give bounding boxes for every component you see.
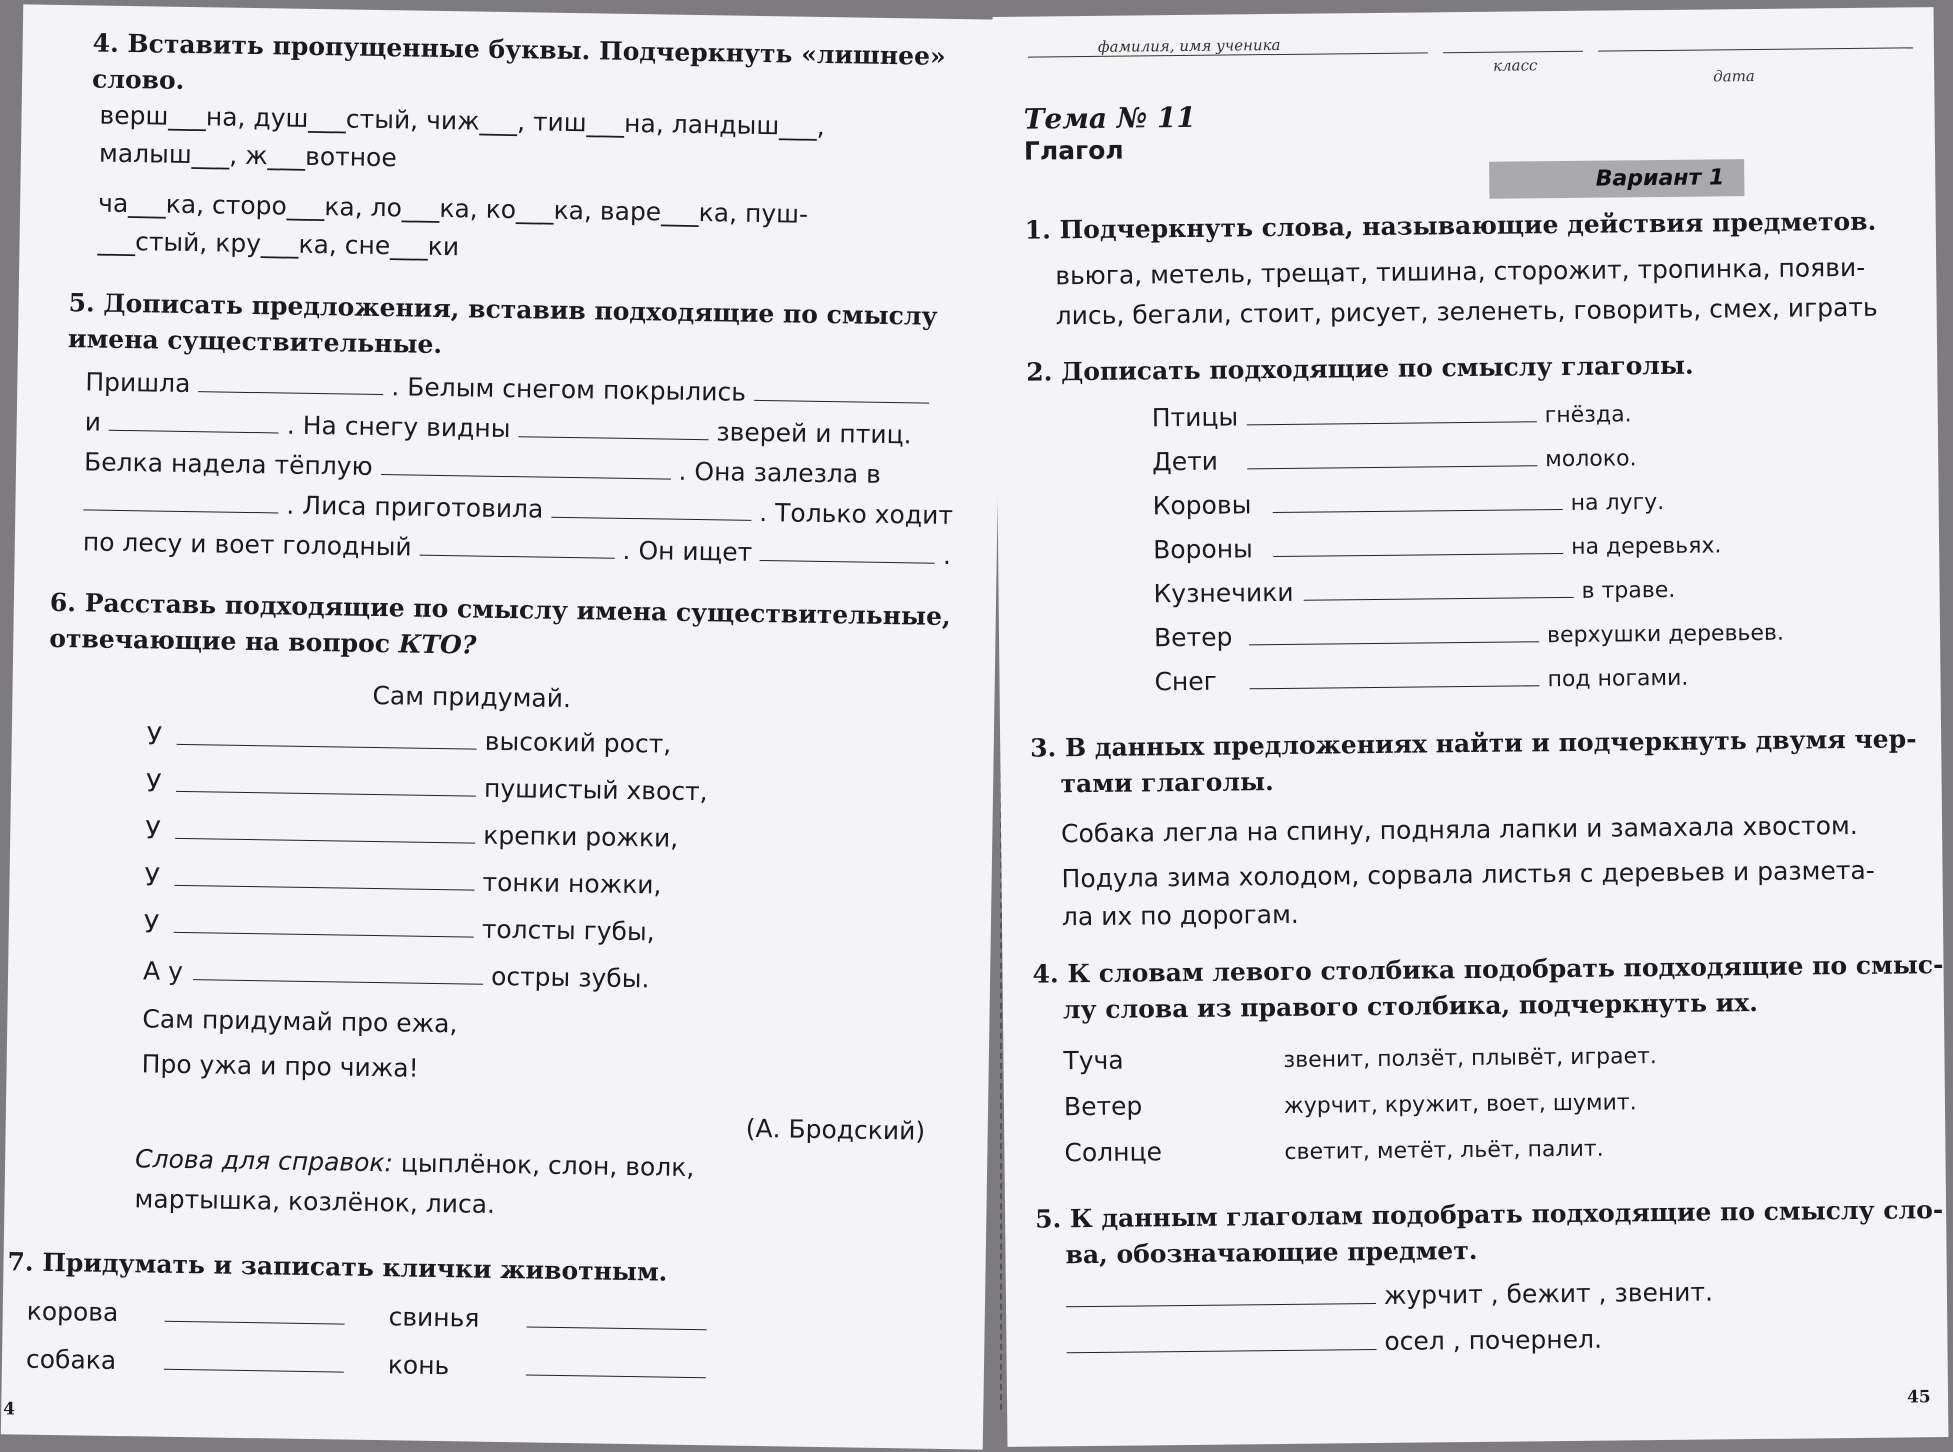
subject-word: Дети [1152,446,1219,477]
verb-row [1152,398,1632,432]
nickname-blank[interactable] [164,1349,344,1373]
answer-blank[interactable] [174,865,474,891]
verb-blank[interactable] [1273,489,1563,513]
answer-blank[interactable] [1066,1329,1376,1353]
r-exercise-4-title-1: 4. К словам левого столбика подобрать подходящие по смыс- [1032,950,1944,989]
poem-line [144,909,655,946]
text-segment: Пришла [85,367,191,399]
verb-blank[interactable] [1303,577,1573,601]
word-pair-row [1064,1086,1637,1121]
animal-row-2 [26,1345,706,1385]
poem-line-start: У [145,768,162,798]
poem-line-start: У [143,909,160,939]
verb-row [1153,529,1722,564]
animal-row-1 [27,1297,707,1337]
left-page [1,4,1005,1449]
subject-word: Снег [1154,666,1217,697]
answer-blank[interactable] [109,410,279,434]
verbs-text: осел , почернел. [1384,1324,1603,1356]
answer-blank[interactable] [177,724,477,750]
exercise-5-row-2 [85,407,912,449]
r-exercise-1-words-2: лись, бегали, стоит, рисует, зеленеть, говорить, смех, играть [1055,292,1878,331]
answer-blank[interactable] [175,818,475,844]
r-exercise-5-row-1 [1066,1277,1713,1313]
topic-number: Тема № 11 [1023,100,1197,136]
exercise-7-title: 7. Придумать и записать клички животным. [7,1247,668,1287]
poem-line-end: крепки рожки, [483,820,679,853]
subject-word: Ветер [1153,622,1233,653]
animal-label: корова [26,1296,119,1328]
r-exercise-5-title-2: ва, обозначающие предмет. [1065,1235,1478,1270]
answer-blank[interactable] [1066,1283,1376,1307]
answer-blank[interactable] [176,771,476,797]
poem-line-end: высокий рост, [484,726,672,759]
nickname-blank[interactable] [165,1301,345,1325]
r-exercise-1-title: 1. Подчеркнуть слова, называющие действия предметов. [1024,206,1877,245]
right-column-words: светит, метёт, льёт, палит. [1284,1136,1604,1165]
text-segment: . Она залезла в [678,456,882,489]
exercise-5-title: 5. Дописать предложения, вставив подходящие по смыслу имена существительные. [67,288,938,359]
poem-line-start: У [144,862,161,892]
reference-words-line-2: мартышка, козлёнок, лиса. [134,1184,496,1219]
student-name-label: фамилия, имя ученика [1097,35,1281,56]
answer-blank[interactable] [420,535,615,559]
r-exercise-3-title-2: тами глаголы. [1060,767,1274,799]
verb-blank[interactable] [1249,665,1539,689]
subject-word: Кузнечики [1153,577,1294,609]
animal-label: собака [25,1344,117,1376]
verb-blank[interactable] [1249,621,1539,645]
verb-blank[interactable] [1247,401,1537,425]
poem-end-line-2: Про ужа и про чижа! [141,1049,419,1083]
r-exercise-3-sentence-2a: Подула зима холодом, сорвала листья с деревьев и размета- [1061,855,1875,894]
exercise-4-line-4: ___стый, кру___ка, сне___ки [97,226,460,262]
verbs-text: журчит , бежит , звенит. [1383,1277,1714,1310]
text-segment: Белка надела тёплую [83,447,373,481]
animal-label: свинья [388,1302,480,1333]
reference-label: Слова для справок: [134,1144,394,1178]
verb-blank[interactable] [1247,445,1537,469]
subject-word: Коровы [1152,490,1252,521]
variant-badge: Вариант 1 [1489,159,1744,199]
r-exercise-3-sentence-2b: ла их по дорогам. [1061,899,1299,932]
text-segment: . Только ходит [759,498,954,531]
r-exercise-5-row-2 [1066,1325,1602,1360]
verb-row [1154,662,1688,697]
class-label: класс [1492,56,1538,75]
verb-blank[interactable] [1273,533,1563,557]
answer-blank[interactable] [83,489,278,513]
exercise-6-title [49,585,980,672]
exercise-5-row-1 [85,367,929,409]
r-exercise-3-title-1: 3. В данных предложениях найти и подчеркнуть двумя чер- [1030,724,1917,763]
right-column-words: звенит, ползёт, плывёт, играет. [1283,1044,1657,1073]
reference-words-line-1 [135,1141,695,1186]
r-exercise-3-sentence-1: Собака легла на спину, подняла лапки и замахала хвостом. [1060,810,1858,849]
poem-line [145,815,678,852]
object-word: гнёзда. [1544,402,1632,429]
date-line[interactable] [1598,47,1913,51]
exercise-5-row-5 [83,527,952,570]
poem-line [143,956,650,993]
r-exercise-1-words-1: вьюга, метель, трещат, тишина, сторожит, тропинка, появи- [1055,252,1866,291]
object-word: верхушки деревьев. [1546,620,1785,649]
exercise-4-line-2: малыш___, ж___вотное [98,138,397,173]
object-word: на деревьях. [1570,533,1722,560]
right-page [993,7,1949,1447]
object-word: молоко. [1545,446,1637,473]
animal-label: конь [387,1350,450,1381]
r-exercise-2-title: 2. Дописать подходящие по смыслу глаголы. [1026,350,1694,387]
verb-row [1153,574,1675,608]
topic-name: Глагол [1023,135,1124,166]
date-label: дата [1713,66,1755,86]
word-pair-row [1063,1040,1657,1075]
exercise-6-title-text: 6. Расставь подходящие по смыслу имена существительные, отвечающие на вопрос [49,587,951,659]
text-segment: зверей и птиц. [716,417,912,450]
left-column-word: Ветер [1063,1091,1143,1122]
poem-line-end: толсты губы, [481,914,655,947]
exercise-5-row-3 [84,447,881,489]
poem-line-start: У [146,721,163,751]
subject-word: Вороны [1152,534,1253,565]
text-segment: . На снегу видны [286,410,511,444]
r-exercise-5-title-1: 5. К данным глаголам подобрать подходящие по смыслу сло- [1034,1195,1944,1234]
answer-blank[interactable] [760,540,935,564]
text-segment: и [84,407,102,437]
subject-word: Птицы [1151,402,1239,433]
reference-words: цыплёнок, слон, волк, [392,1148,695,1183]
answer-blank[interactable] [193,959,483,985]
nickname-blank[interactable] [526,1354,706,1378]
class-line[interactable] [1443,51,1583,53]
left-column-word: Туча [1063,1045,1124,1076]
poem-line-end: тонки ножки, [482,867,662,900]
text-segment: . Он ищет [622,535,753,567]
poem-line [147,721,672,758]
exercise-5-row-4 [83,487,953,530]
answer-blank[interactable] [174,912,474,938]
text-segment: . [942,540,952,571]
page-number-left: 4 [3,1399,16,1420]
object-word: в траве. [1581,577,1676,604]
poem-line [144,862,661,899]
exercise-4-line-1: верш___на, душ___стый, чиж___, тиш___на, ландыш___, [99,100,825,141]
object-word: под ногами. [1547,665,1689,693]
page-number-right: 45 [1906,1387,1931,1408]
exercise-4-line-3: ча___ка, сторо___ка, ло___ка, ко___ка, варе___ка, пуш- [97,188,809,229]
answer-blank[interactable] [551,497,751,521]
right-column-words: журчит, кружит, воет, шумит. [1283,1090,1637,1119]
poem-line-end: пушистый хвост, [483,773,708,807]
poem-line-start: А у [142,956,184,987]
text-segment: . Белым снегом покрылись [391,372,747,407]
word-pair-row [1064,1133,1603,1168]
answer-blank[interactable] [380,454,670,480]
exercise-4-title: 4. Вставить пропущенные буквы. Подчеркнуть «лишнее» слово. [91,28,946,95]
text-segment: . Лиса приготовила [286,490,544,524]
poem-author: (А. Бродский) [745,1113,926,1146]
kto-keyword: КТО? [398,629,477,660]
answer-blank[interactable] [198,371,383,395]
poem-line-start: У [145,815,161,845]
verb-row [1152,442,1637,476]
nickname-blank[interactable] [526,1306,706,1330]
poem-line [146,768,708,806]
r-exercise-4-title-2: лу слова из правого столбика, подчеркнуть их. [1062,988,1758,1025]
answer-blank[interactable] [518,416,708,440]
verb-row [1154,617,1784,653]
object-word: на лугу. [1570,489,1665,516]
answer-blank[interactable] [754,380,929,404]
text-segment: по лесу и воет голодный [82,527,412,562]
poem-end-line-1: Сам придумай про ежа, [142,1004,458,1039]
verb-row [1153,486,1665,520]
exercise-6-subtitle: Сам придумай. [372,680,572,714]
poem-line-end: остры зубы. [490,961,650,994]
left-column-word: Солнце [1064,1137,1163,1168]
